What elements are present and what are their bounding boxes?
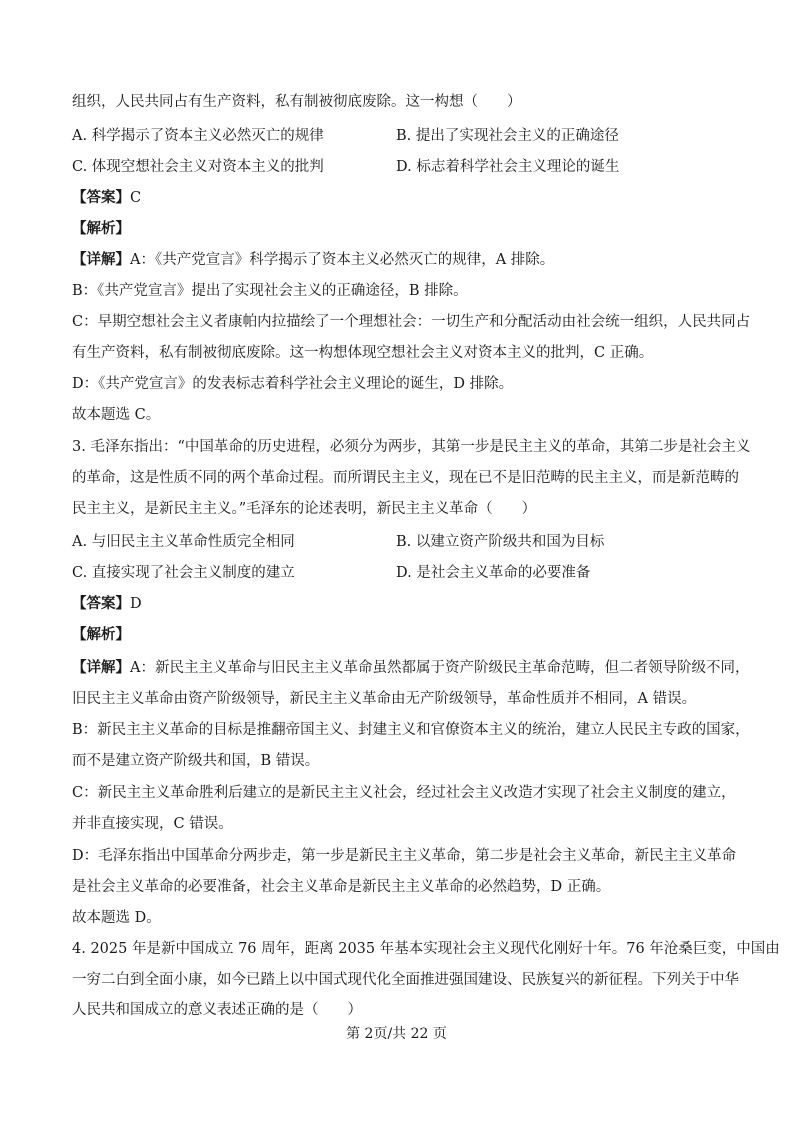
analysis-line (72, 219, 732, 239)
option-d: D. 是社会主义革命的必要准备 (396, 565, 591, 581)
detail-line: C：新民主主义革命胜利后建立的是新民主主义社会，经过社会主义改造才实现了社会主义制度的建立， (72, 785, 736, 801)
conclusion-line: 故本题选 D。 (72, 910, 161, 926)
option-row (72, 126, 732, 146)
option-c: C. 体现空想社会主义对资本主义的批判 (72, 159, 324, 175)
answer-tag: 【答案】 (72, 189, 130, 206)
detail-text: A：新民主主义革命与旧民主主义革命虽然都属于资产阶级民主革命范畴，但二者领导阶级不同， (130, 660, 750, 676)
detail-line (72, 250, 732, 270)
question-stem-line: 民主主义，是新民主主义。”毛泽东的论述表明，新民主主义革命（ ） (72, 501, 537, 517)
option-row (72, 532, 732, 552)
detail-line: C：早期空想社会主义者康帕内拉描绘了一个理想社会：一切生产和分配活动由社会统一组织，人民共同占 (72, 314, 751, 330)
option-a: A. 与旧民主主义革命性质完全相同 (72, 534, 295, 550)
option-a: A. 科学揭示了资本主义必然灭亡的规律 (72, 128, 324, 144)
question-stem-line: 的革命，这是性质不同的两个革命过程。而所谓民主主义，现在已不是旧范畴的民主主义，而是新范畴的 (72, 470, 739, 486)
page-footer: 第 2页/共 22 页 (346, 1026, 447, 1042)
question-stem-line: 人民共和国成立的意义表述正确的是（ ） (72, 1002, 362, 1018)
answer-value: D (130, 596, 142, 612)
detail-tag: 【详解】 (72, 659, 130, 676)
detail-tag: 【详解】 (72, 251, 130, 268)
answer-line (72, 594, 732, 614)
question-stem-line: 一穷二白到全面小康，如今已踏上以中国式现代化全面推进强国建设、民族复兴的新征程。下列关于中华 (72, 972, 739, 988)
detail-line (72, 658, 750, 678)
option-row (72, 157, 732, 177)
question-stem-line: 4. 2025 年是新中国成立 76 周年，距离 2035 年基本实现社会主义现代化刚好十年。76 年沧桑巨变，中国由 (72, 941, 780, 957)
analysis-tag: 【解析】 (72, 626, 130, 643)
detail-line: D：毛泽东指出中国革命分两步走，第一步是新民主主义革命，第二步是社会主义革命，新民主主义革命 (72, 848, 737, 864)
option-c: C. 直接实现了社会主义制度的建立 (72, 565, 295, 581)
detail-line: 是社会主义革命的必要准备，社会主义革命是新民主主义革命的必然趋势，D 正确。 (72, 879, 611, 895)
answer-tag: 【答案】 (72, 595, 130, 612)
detail-line: B：新民主主义革命的目标是推翻帝国主义、封建主义和官僚资本主义的统治，建立人民民主专政的国家， (72, 722, 750, 738)
detail-line: 有生产资料，私有制被彻底废除。这一构想体现空想社会主义对资本主义的批判，C 正确。 (72, 345, 654, 361)
answer-value: C (130, 190, 142, 206)
detail-line: 而不是建立资产阶级共和国，B 错误。 (72, 753, 320, 769)
detail-line: 旧民主主义革命由资产阶级领导，新民主主义革命由无产阶级领导，革命性质并不相同，A 错误。 (72, 691, 697, 707)
detail-line: B：《共产党宣言》提出了实现社会主义的正确途径，B 排除。 (72, 283, 468, 299)
question-stem-line: 组织，人民共同占有生产资料，私有制被彻底废除。这一构想（ ） (72, 94, 522, 110)
conclusion-line: 故本题选 C。 (72, 407, 161, 423)
detail-text: A：《共产党宣言》科学揭示了资本主义必然灭亡的规律，A 排除。 (130, 252, 555, 268)
option-b: B. 以建立资产阶级共和国为目标 (396, 534, 605, 550)
option-b: B. 提出了实现社会主义的正确途径 (396, 128, 619, 144)
analysis-tag: 【解析】 (72, 220, 130, 237)
answer-line (72, 188, 732, 208)
option-d: D. 标志着科学社会主义理论的诞生 (396, 159, 620, 175)
question-stem-line: 3. 毛泽东指出：“中国革命的历史进程，必须分为两步，其第一步是民主主义的革命，其第二步是社会主义 (72, 439, 751, 455)
detail-line: 并非直接实现，C 错误。 (72, 816, 233, 832)
detail-line: D：《共产党宣言》的发表标志着科学社会主义理论的诞生，D 排除。 (72, 376, 514, 392)
option-row (72, 563, 732, 583)
analysis-line (72, 625, 732, 645)
